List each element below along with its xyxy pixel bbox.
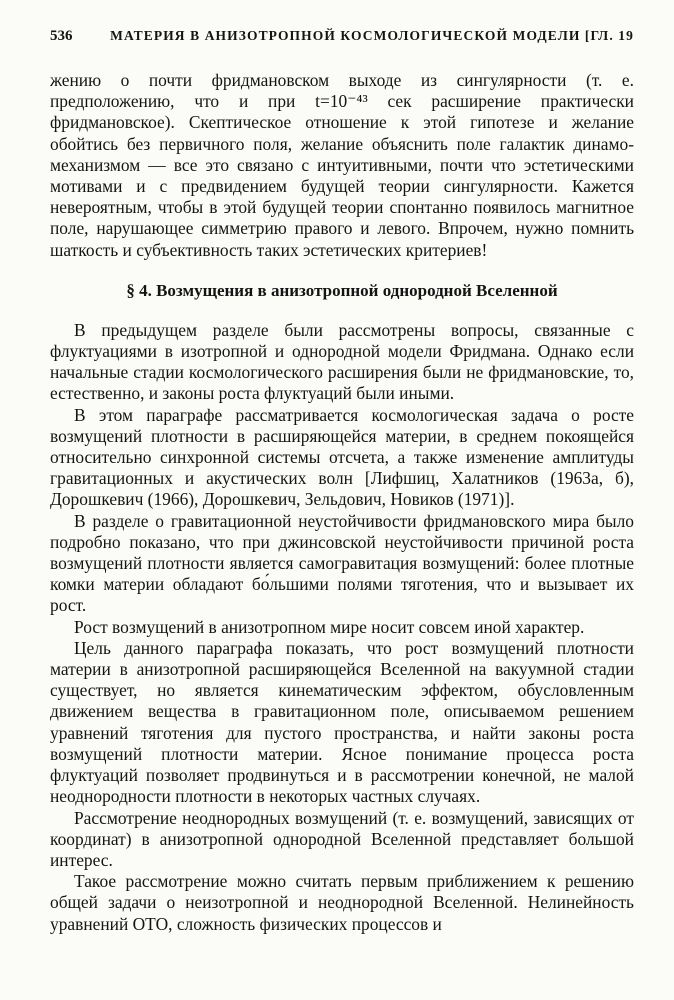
book-page: [50, 28, 634, 935]
page-number: 536: [50, 28, 73, 44]
paragraph: Рассмотрение неоднородных возмущений (т. е. возмущений, зависящих от координат) в анизотропной однородной Вселенной представляет большой интерес.: [50, 807, 634, 870]
paragraph: В предыдущем разделе были рассмотрены вопросы, связанные с флуктуациями в изотропной и однородной модели Фридмана. Однако если начальные стадии космологического расширения были не фридмановские, то, естественно, и законы роста флуктуаций были иными.: [50, 319, 634, 404]
paragraph: Такое рассмотрение можно считать первым приближением к решению общей задачи о неизотропной и неоднородной Вселенной. Нелинейность уравнений ОТО, сложность физических процессов и: [50, 871, 634, 934]
paragraph-continuation: жению о почти фридмановском выходе из сингулярности (т. е. предположению, что и при t=10⁻⁴³ сек расширение практически фридмановское). Скептическое отношение к этой гипотезе и желание обойтись без первичного поля, желание объяснить поле галактик динамо-механизмом — все это связано с интуитивными, почти что эстетическими мотивами и с предвидением будущей теории сингулярности. Кажется невероятным, чтобы в этой будущей теории спонтанно появилось магнитное поле, нарушающее симметрию правого и левого. Впрочем, нужно помнить шаткость и субъективность таких эстетических критериев!: [50, 70, 634, 260]
paragraph: В этом параграфе рассматривается космологическая задача о росте возмущений плотности в расширяющейся материи, в среднем покоящейся относительно синхронной системы отсчета, а также изменение амплитуды гравитационных и акустических волн [Лифшиц, Халатников (1963а, б), Дорошкевич (1966), Дорошкевич, Зельдович, Новиков (1971)].: [50, 404, 634, 510]
running-title: МАТЕРИЯ В АНИЗОТРОПНОЙ КОСМОЛОГИЧЕСКОЙ МОДЕЛИ [ГЛ. 19: [110, 28, 634, 43]
running-head: [50, 28, 634, 54]
paragraph: Рост возмущений в анизотропном мире носит совсем иной характер.: [74, 616, 585, 637]
section-title: § 4. Возмущения в анизотропной однородной Вселенной: [126, 280, 558, 300]
paragraph: Цель данного параграфа показать, что рост возмущений плотности материи в анизотропной расширяющейся Вселенной на вакуумной стадии существует, но является кинематическим эффектом, обусловленным движением вещества в гравитационном поле, описываемом решением уравнений тяготения для пустого пространства, и найти законы роста возмущений плотности материи. Ясное понимание процесса роста флуктуаций позволяет продвинуться и в рассмотрении конечной, не малой неоднородности плотности в некоторых частных случаях.: [50, 637, 634, 807]
paragraph: В разделе о гравитационной неустойчивости фридмановского мира было подробно показано, что при джинсовской неустойчивости причиной роста возмущений плотности является самогравитация возмущений: более плотные комки материи обладают бо́льшими полями тяготения, что и вызывает их рост.: [50, 510, 634, 616]
